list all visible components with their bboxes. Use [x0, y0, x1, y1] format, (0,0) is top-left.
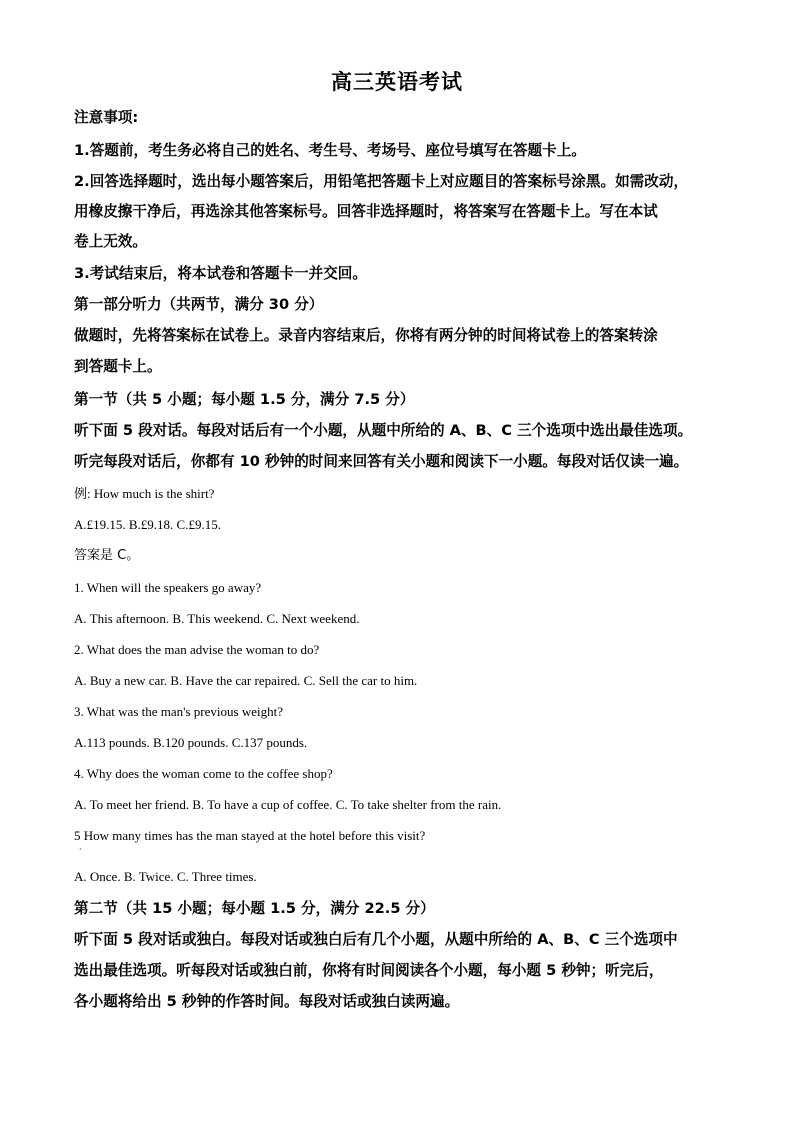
text-line-15: 答案是 C。: [74, 548, 140, 563]
text-line-13: 例: How much is the shirt?: [74, 486, 215, 501]
text-line-11: 听下面 5 段对话。每段对话后有一个小题，从题中所给的 A、B、C 三个选项中选出最佳选项。: [74, 422, 693, 439]
text-line-4: 用橡皮擦干净后，再选涂其他答案标号。回答非选择题时，将答案写在答题卡上。写在本试: [74, 203, 658, 220]
text-line-22: 4. Why does the woman come to the coffee shop?: [74, 766, 333, 781]
text-line-19: A. Buy a new car. B. Have the car repaired. C. Sell the car to him.: [74, 673, 418, 688]
text-line-20: 3. What was the man's previous weight?: [74, 704, 283, 719]
text-line-10: 第一节（共 5 小题；每小题 1.5 分，满分 7.5 分）: [74, 391, 415, 408]
exam-title: 高三英语考试: [331, 69, 463, 94]
text-line-28: 选出最佳选项。听每段对话或独白前，你将有时间阅读各个小题，每小题 5 秒钟；听完后，: [74, 962, 664, 979]
stray-mark: ·: [79, 845, 82, 854]
text-line-14: A.£19.15. B.£9.18. C.£9.15.: [74, 517, 221, 532]
text-line-9: 到答题卡上。: [74, 358, 162, 375]
text-line-27: 听下面 5 段对话或独白。每段对话或独白后有几个小题，从题中所给的 A、B、C 三个选项中: [74, 931, 678, 948]
text-line-17: A. This afternoon. B. This weekend. C. Next weekend.: [74, 611, 360, 626]
text-line-16: 1. When will the speakers go away?: [74, 580, 262, 595]
text-line-26: 第二节（共 15 小题；每小题 1.5 分，满分 22.5 分）: [74, 900, 435, 917]
text-line-18: 2. What does the man advise the woman to do?: [74, 642, 320, 657]
text-line-6: 3.考试结束后，将本试卷和答题卡一并交回。: [74, 265, 367, 282]
text-line-23: A. To meet her friend. B. To have a cup of coffee. C. To take shelter from the rain.: [74, 797, 502, 812]
text-line-1: 注意事项:: [74, 109, 139, 126]
text-line-29: 各小题将给出 5 秒钟的作答时间。每段对话或独白读两遍。: [74, 993, 460, 1010]
text-line-7: 第一部分听力（共两节，满分 30 分）: [74, 296, 324, 313]
text-line-24: 5 How many times has the man stayed at the hotel before this visit?: [74, 828, 426, 843]
text-line-8: 做题时，先将答案标在试卷上。录音内容结束后，你将有两分钟的时间将试卷上的答案转涂: [74, 327, 658, 344]
text-line-5: 卷上无效。: [74, 233, 147, 250]
text-line-3: 2.回答选择题时，选出每小题答案后，用铅笔把答题卡上对应题目的答案标号涂黑。如需改动，: [74, 173, 689, 190]
text-line-21: A.113 pounds. B.120 pounds. C.137 pounds.: [74, 735, 308, 750]
text-line-12: 听完每段对话后，你都有 10 秒钟的时间来回答有关小题和阅读下一小题。每段对话仅读一遍。: [74, 453, 689, 470]
text-line-25: A. Once. B. Twice. C. Three times.: [74, 869, 257, 884]
text-line-2: 1.答题前，考生务必将自己的姓名、考生号、考场号、座位号填写在答题卡上。: [74, 142, 586, 159]
